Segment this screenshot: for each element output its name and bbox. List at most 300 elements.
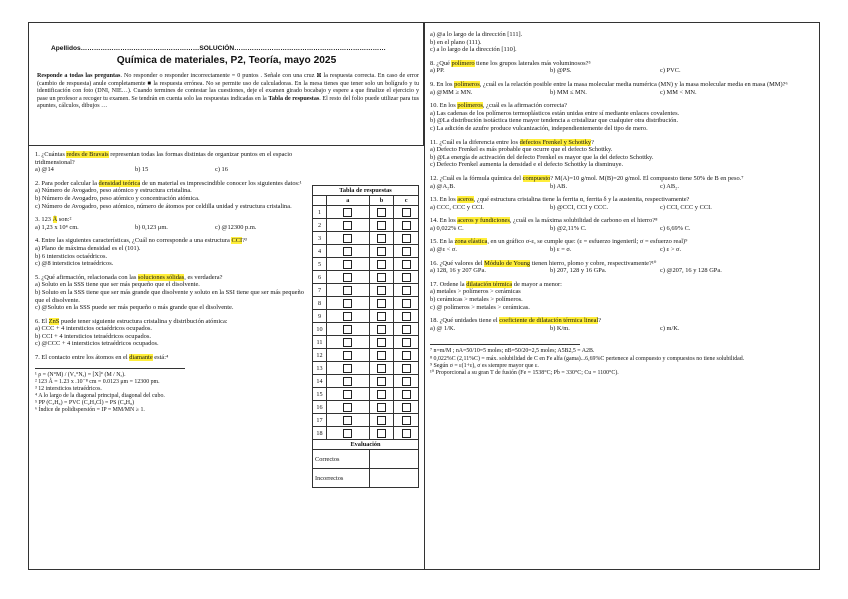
footnote: ³ 12 intersticios tetraédricos. xyxy=(35,385,102,392)
option: a) CCC, CCC y CCI. xyxy=(430,203,484,211)
question-suffix: puede tener siguiente estructura cristalina y distribución atómica: xyxy=(59,317,228,325)
answer-cell[interactable] xyxy=(394,323,419,336)
answer-cell[interactable] xyxy=(327,375,370,388)
answer-cell[interactable] xyxy=(369,427,394,440)
question-text xyxy=(430,238,816,246)
answer-checkbox[interactable] xyxy=(377,390,386,399)
instructions xyxy=(37,73,419,111)
answer-checkbox[interactable] xyxy=(377,299,386,308)
question-text xyxy=(430,139,816,147)
answer-cell[interactable] xyxy=(394,245,419,258)
answer-cell[interactable] xyxy=(327,427,370,440)
answer-checkbox[interactable] xyxy=(343,338,352,347)
question-prefix: 4. Entre las siguientes características, ¿Cuál no corresponde a una estructura xyxy=(35,237,232,245)
exam-title: Química de materiales, P2, Teoría, mayo 2025 xyxy=(116,55,337,66)
question-suffix: tiene los grupos laterales más voluminosos?⁵ xyxy=(474,59,591,67)
answer-cell[interactable] xyxy=(369,232,394,245)
answer-cell[interactable] xyxy=(369,310,394,323)
answer-checkbox[interactable] xyxy=(343,325,352,334)
answer-checkbox[interactable] xyxy=(402,221,411,230)
answer-cell[interactable] xyxy=(369,297,394,310)
option: c) CCI, CCC y CCI. xyxy=(660,203,712,211)
answer-row-number: 7 xyxy=(313,284,327,297)
answer-row xyxy=(313,414,419,427)
option: b) Número de Avogadro, peso atómico y concentración atómica. xyxy=(35,194,200,202)
footnote: ⁷ n=m/M ; nA=50/10=5 moles; nB=50/20=2,5 moles; A5B2,5 = A2B. xyxy=(430,348,595,355)
answer-cell[interactable] xyxy=(327,336,370,349)
answer-col-header: a xyxy=(327,196,370,206)
answer-checkbox[interactable] xyxy=(343,221,352,230)
question xyxy=(430,60,816,75)
answer-cell[interactable] xyxy=(327,284,370,297)
answer-checkbox[interactable] xyxy=(343,351,352,360)
answer-row-number: 3 xyxy=(313,232,327,245)
option: a) Número de Avogadro, peso atómico y estructura cristalina. xyxy=(35,187,192,195)
answer-cell[interactable] xyxy=(327,414,370,427)
answer-checkbox[interactable] xyxy=(343,234,352,243)
answer-checkbox[interactable] xyxy=(402,234,411,243)
evaluation-value xyxy=(369,450,418,469)
answer-table xyxy=(312,185,419,488)
answer-checkbox[interactable] xyxy=(402,260,411,269)
answer-cell[interactable] xyxy=(369,271,394,284)
answer-cell[interactable] xyxy=(327,310,370,323)
answer-checkbox[interactable] xyxy=(343,208,352,217)
answer-cell[interactable] xyxy=(369,323,394,336)
answer-cell[interactable] xyxy=(369,349,394,362)
answer-row-number: 1 xyxy=(313,206,327,219)
option: c) @CCC + 4 intersticios tetraédricos ocupados. xyxy=(35,340,159,348)
answer-cell[interactable] xyxy=(327,219,370,232)
answer-cell[interactable] xyxy=(327,362,370,375)
answer-row-number: 17 xyxy=(313,414,327,427)
answer-row xyxy=(313,271,419,284)
answer-row-number: 15 xyxy=(313,388,327,401)
option: c) a lo largo de la dirección [110]. xyxy=(430,46,517,54)
answer-checkbox[interactable] xyxy=(343,390,352,399)
answer-cell[interactable] xyxy=(394,232,419,245)
question-keyword: zona elástica xyxy=(454,238,488,246)
question-keyword: compuesto xyxy=(522,174,551,182)
answer-cell[interactable] xyxy=(394,206,419,219)
question-suffix: tienen hierro, plomo y cobre, respectivamente?¹⁰ xyxy=(530,259,657,267)
answer-checkbox[interactable] xyxy=(402,416,411,425)
option: a) @ 1/K. xyxy=(430,324,456,332)
question xyxy=(430,238,816,253)
question-keyword: ZnS xyxy=(48,317,60,325)
question-prefix: 11. ¿Cuál es la diferencia entre los xyxy=(430,138,520,146)
option: b) en el plano (111). xyxy=(430,38,482,46)
answer-row xyxy=(313,258,419,271)
question-prefix: 18. ¿Qué unidades tiene el xyxy=(430,317,500,325)
option: b) AB. xyxy=(550,182,568,190)
question-keyword: Módulo de Young xyxy=(484,259,531,267)
question-keyword: redes de Bravais xyxy=(66,151,109,158)
answer-table-corner xyxy=(313,196,327,206)
question-prefix: 5. ¿Qué afirmación, relacionada con las xyxy=(35,273,138,281)
option: b) ε = σ. xyxy=(550,246,572,254)
question-prefix: 16. ¿Qué valores del xyxy=(430,259,485,267)
answer-cell[interactable] xyxy=(394,388,419,401)
option: a) Soluto en la SSS tiene que ser más pequeño que el disolvente. xyxy=(35,281,200,289)
question-keyword: soluciones sólidas xyxy=(137,273,185,281)
answer-row xyxy=(313,297,419,310)
answer-checkbox[interactable] xyxy=(402,403,411,412)
answer-row xyxy=(313,219,419,232)
answer-checkbox[interactable] xyxy=(343,299,352,308)
question-text xyxy=(35,237,311,245)
answer-row xyxy=(313,310,419,323)
answer-cell[interactable] xyxy=(369,206,394,219)
evaluation-row xyxy=(313,469,419,488)
answer-cell[interactable] xyxy=(327,245,370,258)
option: b) 6 intersticios octaédricos. xyxy=(35,252,108,260)
option: c) @Soluto en la SSS puede ser más pequeño o más grande que el disolvente. xyxy=(35,304,234,312)
answer-checkbox[interactable] xyxy=(402,338,411,347)
answer-checkbox[interactable] xyxy=(402,325,411,334)
answer-cell[interactable] xyxy=(369,219,394,232)
question-text xyxy=(430,102,816,110)
options-row xyxy=(430,267,816,275)
answer-row-number: 2 xyxy=(313,219,327,232)
answer-cell[interactable] xyxy=(327,232,370,245)
footnote-rule xyxy=(35,368,185,369)
left-questions xyxy=(35,151,311,414)
options-row xyxy=(35,166,311,174)
answer-checkbox[interactable] xyxy=(402,429,411,438)
question-prefix: 14. En los xyxy=(430,217,458,225)
option: c) AB₂. xyxy=(660,182,679,190)
answer-checkbox[interactable] xyxy=(343,273,352,282)
question-suffix: , es verdadera? xyxy=(184,273,223,281)
answer-checkbox[interactable] xyxy=(343,286,352,295)
answer-cell[interactable] xyxy=(327,271,370,284)
answer-row xyxy=(313,245,419,258)
option: a) 128, 16 y 207 GPa. xyxy=(430,267,486,275)
question-text xyxy=(430,60,816,68)
answer-row xyxy=(313,232,419,245)
question-prefix: 12. ¿Cuál es la fórmula química del xyxy=(430,174,523,182)
question-prefix: 3. 123 xyxy=(35,216,53,224)
answer-row-number: 12 xyxy=(313,349,327,362)
question-keyword: coeficiente de dilatación térmica lineal xyxy=(499,317,599,325)
question xyxy=(430,139,816,169)
answer-cell[interactable] xyxy=(394,258,419,271)
question xyxy=(430,102,816,132)
apellidos-line: Apellidos………………………………………………SOLUCIÓN…………………………………………………………… xyxy=(51,45,386,52)
option: c) 16 xyxy=(215,166,228,174)
answer-checkbox[interactable] xyxy=(343,364,352,373)
question-text xyxy=(430,281,816,289)
answer-cell[interactable] xyxy=(327,349,370,362)
answer-cell[interactable] xyxy=(394,336,419,349)
answer-checkbox[interactable] xyxy=(343,429,352,438)
question-keyword: diamante xyxy=(129,354,153,362)
question-text xyxy=(430,175,816,183)
footnote: ¹ ρ = (N°M) / (V꜀°Nₐ) = [X]° (M / Nₐ). xyxy=(35,371,126,378)
answer-cell[interactable] xyxy=(394,401,419,414)
options-row xyxy=(430,325,816,333)
answer-cell[interactable] xyxy=(327,323,370,336)
question-keyword: CCI xyxy=(231,237,243,245)
question-text xyxy=(430,81,816,89)
evaluation-title: Evaluación xyxy=(313,440,419,450)
answer-checkbox[interactable] xyxy=(377,364,386,373)
answer-checkbox[interactable] xyxy=(402,247,411,256)
answer-cell[interactable] xyxy=(369,401,394,414)
question-suffix: está:⁴ xyxy=(152,354,169,362)
option: a) 0,022% C. xyxy=(430,224,464,232)
answer-checkbox[interactable] xyxy=(377,403,386,412)
question-keyword: polímeros xyxy=(457,102,483,110)
footnote: ² 123 Å = 1.23 x .10⁻⁸ cm = 0.0123 μm = 12300 pm. xyxy=(35,378,160,385)
answer-row-number: 5 xyxy=(313,258,327,271)
answer-checkbox[interactable] xyxy=(377,234,386,243)
answer-row xyxy=(313,375,419,388)
options-row xyxy=(430,89,816,97)
answer-row xyxy=(313,349,419,362)
question-suffix: de mayor a menor: xyxy=(512,280,562,288)
footnote: ¹⁰ Proporcional a su gran T de fusión (Fe = 1538°C; Pb = 330°C; Cu = 1100°C). xyxy=(430,369,619,376)
answer-checkbox[interactable] xyxy=(377,286,386,295)
question-text xyxy=(35,151,311,166)
question-prefix: 7. El contacto entre los átomos en el xyxy=(35,354,130,362)
question xyxy=(430,317,816,332)
options-row xyxy=(430,204,816,212)
answer-checkbox[interactable] xyxy=(377,325,386,334)
footnote-rule xyxy=(430,344,580,345)
option: a) Defecto Frenkel es más probable que ocurre que el defecto Schottky. xyxy=(430,146,613,154)
question-prefix: 10. En los xyxy=(430,102,458,110)
answer-cell[interactable] xyxy=(369,375,394,388)
option: a) CCC + 4 intersticios octaédricos ocupados. xyxy=(35,325,153,333)
question-keyword: dilatación térmica xyxy=(466,280,513,288)
answer-checkbox[interactable] xyxy=(377,247,386,256)
question xyxy=(35,216,311,231)
answer-checkbox[interactable] xyxy=(402,364,411,373)
options-row xyxy=(430,225,816,233)
question-suffix: ? xyxy=(591,138,594,146)
answer-checkbox[interactable] xyxy=(402,390,411,399)
evaluation-label: Incorrectos xyxy=(313,469,370,488)
answer-row xyxy=(313,206,419,219)
question-keyword: aceros xyxy=(457,196,474,204)
question-suffix: representan todas las formas distintas de organizar puntos en el espacio tridimensional? xyxy=(35,151,293,166)
answer-checkbox[interactable] xyxy=(377,377,386,386)
option: a) PP. xyxy=(430,67,445,75)
answer-cell[interactable] xyxy=(327,401,370,414)
answer-cell[interactable] xyxy=(394,414,419,427)
question-keyword: densidad teórica xyxy=(98,179,141,187)
question xyxy=(430,175,816,190)
answer-checkbox[interactable] xyxy=(377,351,386,360)
question xyxy=(430,217,816,232)
answer-checkbox[interactable] xyxy=(377,312,386,321)
answer-row xyxy=(313,388,419,401)
option: c) 6,69% C. xyxy=(660,224,691,232)
option: c) La adición de azufre produce vulcanización, independientemente del tipo de mero. xyxy=(430,124,648,132)
answer-row-number: 16 xyxy=(313,401,327,414)
option: c) @12300 p.m. xyxy=(215,223,257,231)
answer-cell[interactable] xyxy=(369,284,394,297)
answer-cell[interactable] xyxy=(327,258,370,271)
question-keyword: polímeros xyxy=(454,80,480,88)
question-text xyxy=(430,217,816,225)
question-text xyxy=(430,196,816,204)
answer-row-number: 6 xyxy=(313,271,327,284)
option: b) 0,123 μm. xyxy=(135,223,168,231)
options-row xyxy=(35,224,311,232)
option: b) 207, 128 y 16 GPa. xyxy=(550,267,607,275)
answer-checkbox[interactable] xyxy=(377,273,386,282)
question-suffix: son:² xyxy=(57,216,72,224)
answer-cell[interactable] xyxy=(327,297,370,310)
answer-cell[interactable] xyxy=(394,310,419,323)
footnote: ⁵ PP (C₃H₆) = PVC (C₂H₃Cl) = PS (C₈H₈) xyxy=(35,400,135,407)
answer-row xyxy=(313,336,419,349)
question xyxy=(35,237,311,267)
answer-row-number: 10 xyxy=(313,323,327,336)
answer-checkbox[interactable] xyxy=(343,403,352,412)
option: b) cerámicas > metales > polímeros. xyxy=(430,296,523,304)
question-suffix: , ¿qué estructura cristalina tiene la ferrita α, ferrita δ y la austenita, respectivamente? xyxy=(473,196,690,204)
answer-checkbox[interactable] xyxy=(402,208,411,217)
answer-row-number: 8 xyxy=(313,297,327,310)
answer-checkbox[interactable] xyxy=(377,260,386,269)
answer-cell[interactable] xyxy=(369,336,394,349)
question-prefix: 6. El xyxy=(35,317,49,325)
option: a) Plano de máxima densidad es el (101). xyxy=(35,244,141,252)
answer-cell[interactable] xyxy=(394,271,419,284)
option: b) Soluto en la SSS tiene que ser más grande que disolvente y soluto en la SSI tiene que ser más pequeño que el disolvente. xyxy=(35,288,304,304)
question-prefix: 17. Ordene la xyxy=(430,280,467,288)
option: b) @CCI, CCI y CCC. xyxy=(550,203,609,211)
answer-cell[interactable] xyxy=(327,206,370,219)
answer-checkbox[interactable] xyxy=(402,273,411,282)
instructions-end: . El resto del folio puede utilizar para tus apuntes, cálculos, dibujos … xyxy=(37,95,419,109)
option: a) Las cadenas de los polímeros termoplásticos están unidas entre sí mediante enlaces covalentes. xyxy=(430,109,680,117)
answer-checkbox[interactable] xyxy=(402,299,411,308)
question-suffix: , ¿cuál es la afirmación correcta? xyxy=(482,102,567,110)
option: b) K/m. xyxy=(550,324,570,332)
option: c) @ polímeros > metales > cerámicas. xyxy=(430,303,530,311)
option: b) @PS. xyxy=(550,67,572,75)
answer-table-title: Tabla de respuestas xyxy=(313,186,419,196)
question-suffix: ?³ xyxy=(242,237,247,245)
answer-checkbox[interactable] xyxy=(343,377,352,386)
option: b) 15 xyxy=(135,166,149,174)
question-text xyxy=(430,260,816,268)
option: b) @La energía de activación del defecto Frenkel es mayor que la del defecto Schottky. xyxy=(430,153,654,161)
instructions-bold: Responde a todas las preguntas xyxy=(37,73,121,79)
answer-checkbox[interactable] xyxy=(343,260,352,269)
answer-cell[interactable] xyxy=(327,388,370,401)
answer-cell[interactable] xyxy=(369,362,394,375)
question-prefix: 8. ¿Qué xyxy=(430,59,452,67)
option: b) MM ≤ MN. xyxy=(550,88,587,96)
option: b) CCI + 4 intersticios tetraédricos ocupados. xyxy=(35,332,151,340)
answer-col-header: b xyxy=(369,196,394,206)
options-row xyxy=(430,183,816,191)
answer-row xyxy=(313,401,419,414)
question-text xyxy=(35,180,311,188)
answer-row xyxy=(313,323,419,336)
option: c) m/K. xyxy=(660,324,680,332)
instructions-bold-2: Tabla de respuestas xyxy=(268,95,320,102)
option: a) @ε < σ. xyxy=(430,246,457,254)
answer-checkbox[interactable] xyxy=(402,377,411,386)
answer-checkbox[interactable] xyxy=(377,429,386,438)
question-suffix: ? xyxy=(598,317,602,325)
question xyxy=(35,151,311,174)
option: c) @8 intersticios tetraédricos. xyxy=(35,260,114,268)
answer-checkbox[interactable] xyxy=(343,312,352,321)
options-row xyxy=(430,246,816,254)
answer-checkbox[interactable] xyxy=(377,221,386,230)
question xyxy=(430,196,816,211)
footnote: ⁸ 0,022%C (2,11%C) = máx. solubilidad de C en Fe alfa (gama)...6,69%C pertenece al compuesto y compuestos no tiene solubilidad. xyxy=(430,355,745,362)
question-suffix: ? M(A)=10 g/mol. M(B)=20 g/mol. El compuesto tiene 50% de B en peso.⁷ xyxy=(550,174,744,182)
question-suffix: de un material es imprescindible conocer los siguientes datos:¹ xyxy=(140,179,302,187)
evaluation-value xyxy=(369,469,418,488)
question-prefix: 15. En la xyxy=(430,238,455,246)
footnote: ⁶ Índice de polidispersión = IP = MM/MN ≥ 1. xyxy=(35,407,145,414)
option: a) @14 xyxy=(35,166,54,174)
answer-col-header: c xyxy=(394,196,419,206)
answer-checkbox[interactable] xyxy=(402,286,411,295)
answer-checkbox[interactable] xyxy=(377,416,386,425)
question-keyword: aceros y fundiciones xyxy=(457,217,510,225)
question-text xyxy=(35,318,311,326)
option: a) @A₂B. xyxy=(430,182,456,190)
question-text xyxy=(35,274,311,282)
answer-cell[interactable] xyxy=(394,297,419,310)
answer-checkbox[interactable] xyxy=(343,247,352,256)
question-text xyxy=(35,354,311,362)
answer-cell[interactable] xyxy=(394,375,419,388)
answer-row-number: 11 xyxy=(313,336,327,349)
answer-row-number: 9 xyxy=(313,310,327,323)
question-suffix: , ¿cuál es la máxima solubilidad de carbono en el hierro?⁸ xyxy=(509,217,658,225)
answer-cell[interactable] xyxy=(394,219,419,232)
answer-checkbox[interactable] xyxy=(377,338,386,347)
answer-checkbox[interactable] xyxy=(343,416,352,425)
answer-cell[interactable] xyxy=(369,414,394,427)
question-prefix: 1. ¿Cuántas xyxy=(35,151,67,158)
answer-cell[interactable] xyxy=(369,388,394,401)
question-keyword: polímero xyxy=(451,59,475,67)
evaluation-row xyxy=(313,450,419,469)
answer-checkbox[interactable] xyxy=(402,351,411,360)
answer-checkbox[interactable] xyxy=(402,312,411,321)
answer-checkbox[interactable] xyxy=(377,208,386,217)
question xyxy=(430,281,816,311)
evaluation-label: Correctos xyxy=(313,450,370,469)
answer-cell[interactable] xyxy=(394,362,419,375)
question-keyword: Å xyxy=(52,216,58,224)
answer-cell[interactable] xyxy=(369,258,394,271)
answer-row-number: 18 xyxy=(313,427,327,440)
question xyxy=(35,354,311,362)
answer-cell[interactable] xyxy=(394,427,419,440)
answer-cell[interactable] xyxy=(394,284,419,297)
answer-cell[interactable] xyxy=(369,245,394,258)
answer-cell[interactable] xyxy=(394,349,419,362)
question-prefix: 2. Para poder calcular la xyxy=(35,179,99,187)
option: a) metales > polímeros > cerámicas xyxy=(430,288,521,296)
answer-row-number: 14 xyxy=(313,375,327,388)
question xyxy=(430,81,816,96)
